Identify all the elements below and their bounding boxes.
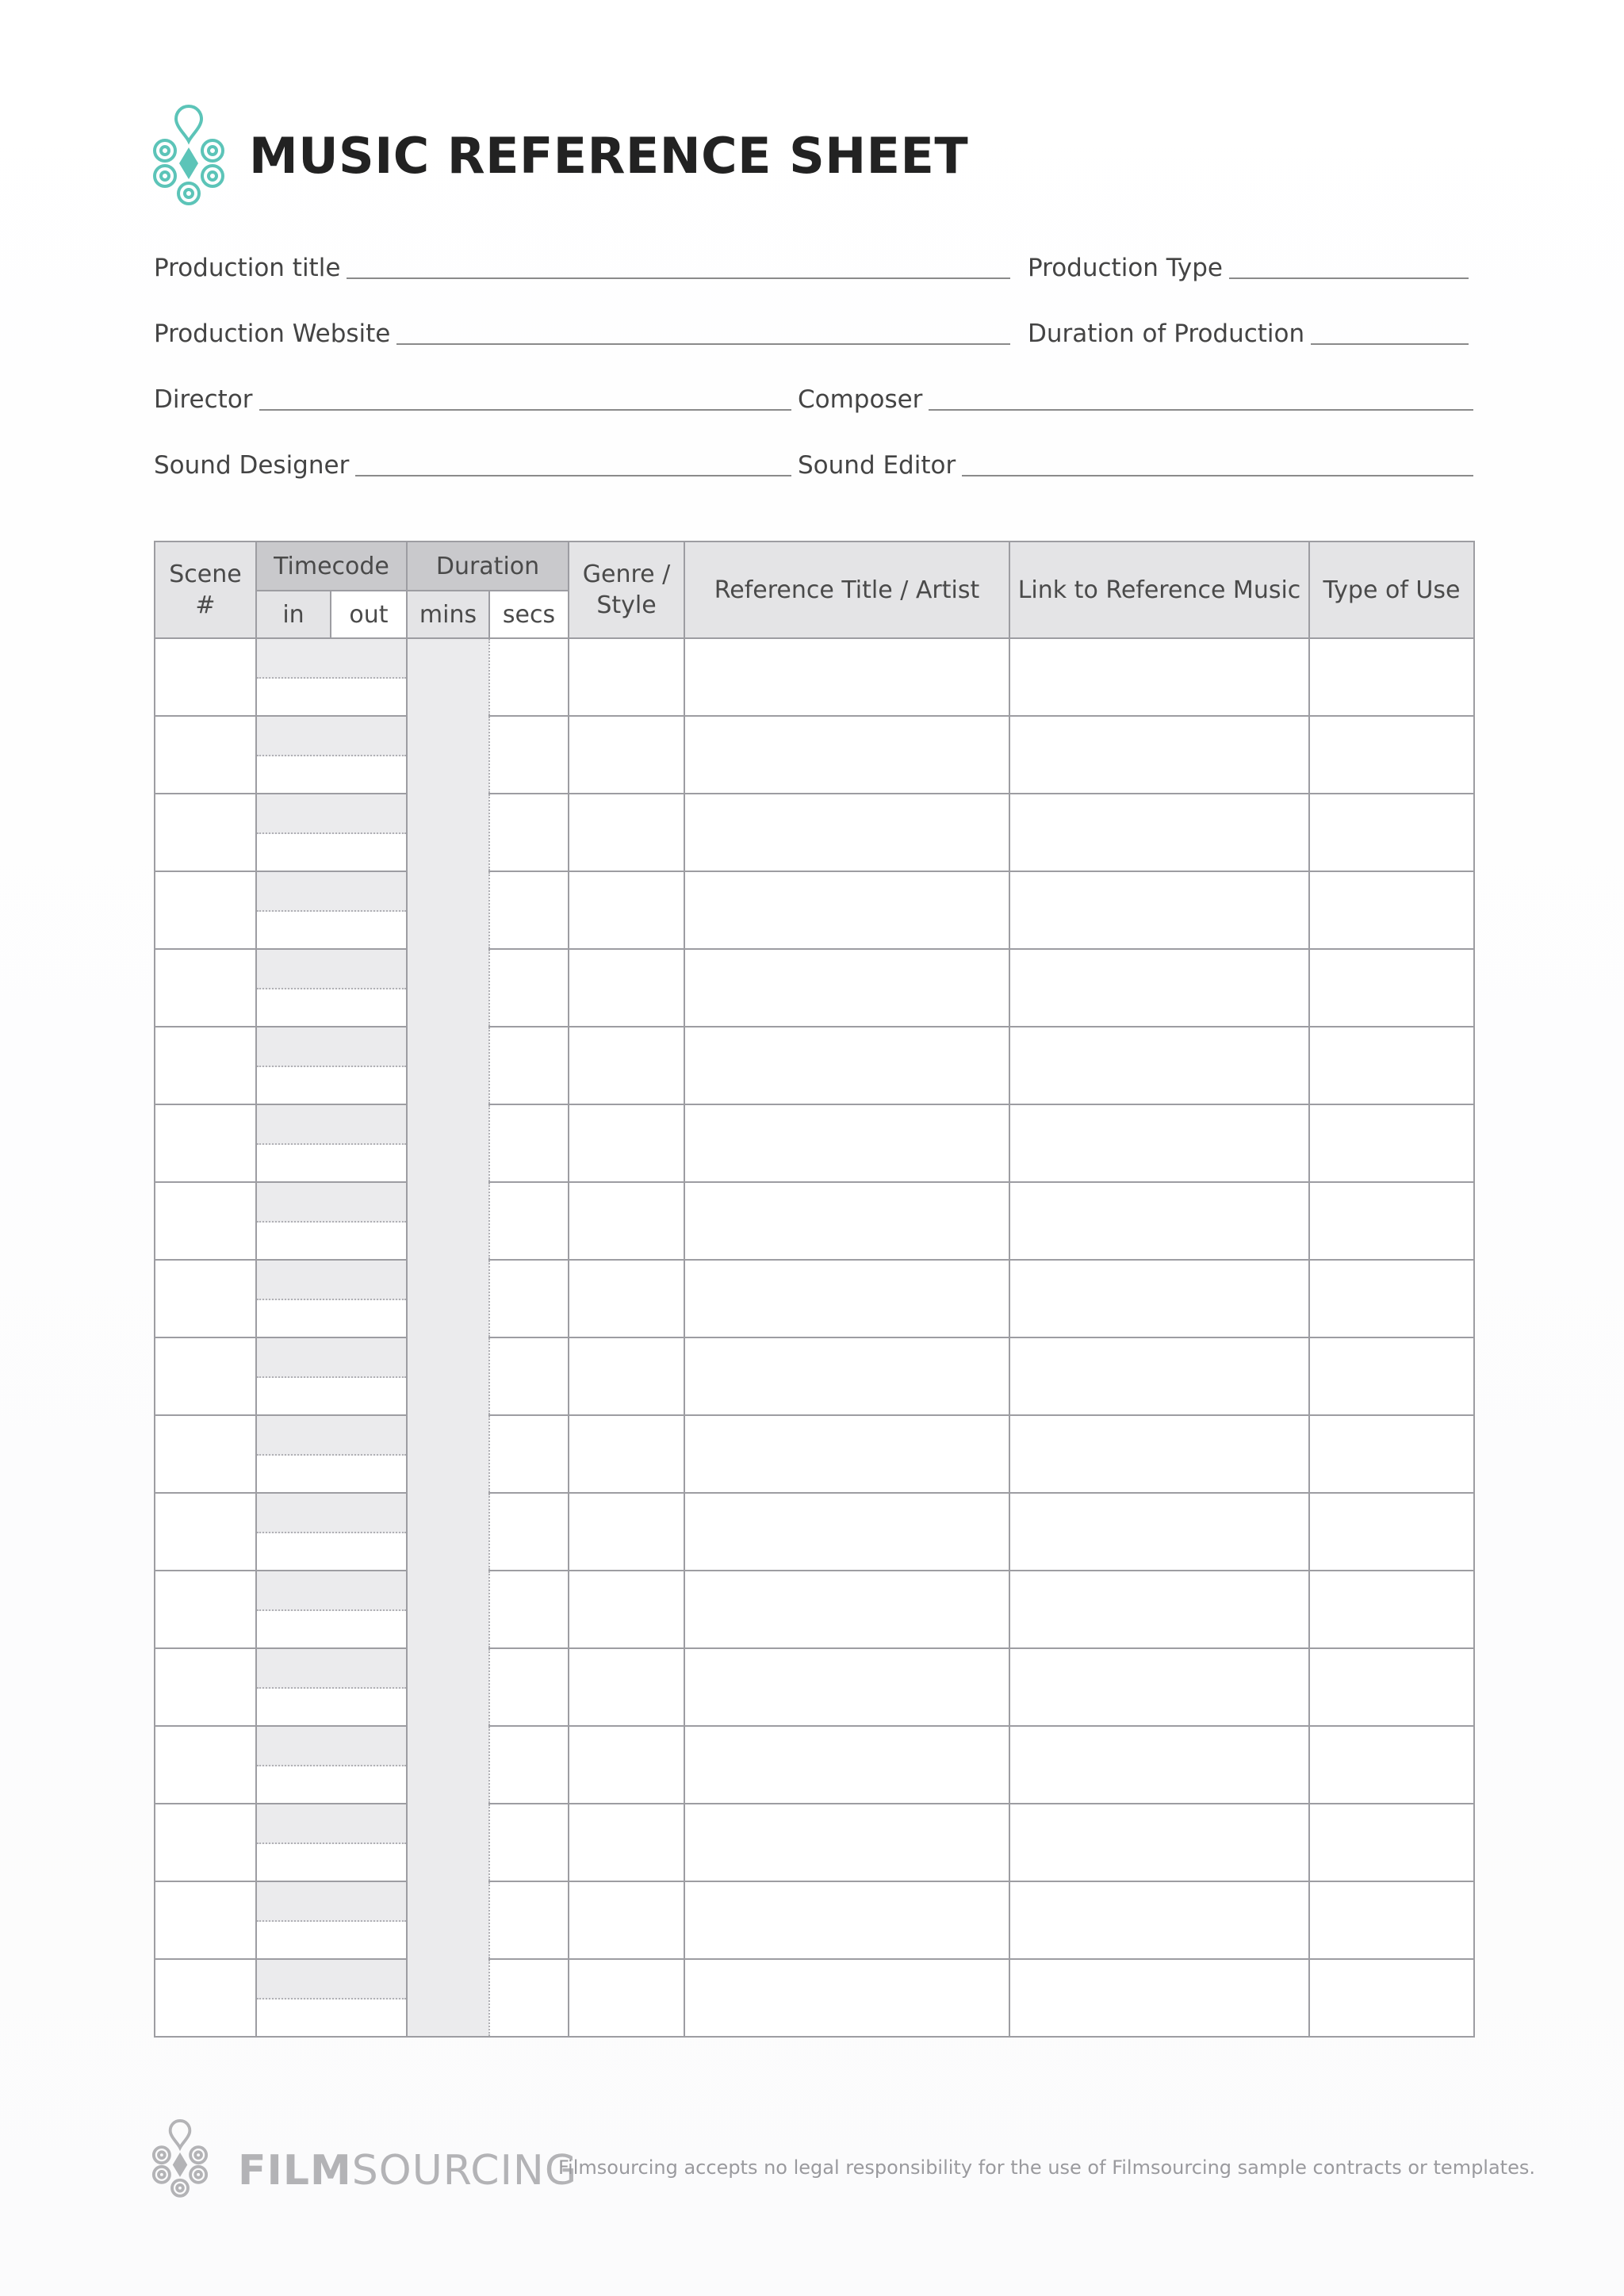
duration-mins-cell[interactable] xyxy=(407,949,489,1027)
type-of-use-cell[interactable] xyxy=(1309,1804,1474,1881)
timecode-in-area[interactable] xyxy=(257,1960,406,1999)
production-website-line[interactable] xyxy=(396,343,1010,345)
sound-editor-label: Sound Editor xyxy=(798,451,956,480)
timecode-cell[interactable] xyxy=(256,1415,407,1493)
link-cell[interactable] xyxy=(1009,1804,1309,1881)
duration-mins-header: mins xyxy=(407,591,489,638)
type-of-use-cell[interactable] xyxy=(1309,1571,1474,1648)
timecode-header: Timecode xyxy=(256,541,407,591)
timecode-in-area[interactable] xyxy=(257,1882,406,1922)
timecode-cell[interactable] xyxy=(256,1881,407,1959)
genre-cell[interactable] xyxy=(569,1571,684,1648)
timecode-cell[interactable] xyxy=(256,949,407,1027)
production-website-label: Production Website xyxy=(154,320,391,348)
table-row xyxy=(155,1182,1474,1260)
timecode-cell[interactable] xyxy=(256,1260,407,1337)
timecode-in-area[interactable] xyxy=(257,1649,406,1689)
production-title-line[interactable] xyxy=(347,277,1010,279)
duration-secs-cell[interactable] xyxy=(489,1726,569,1804)
music-reference-table xyxy=(154,541,1475,2038)
link-cell[interactable] xyxy=(1009,1959,1309,2037)
reference-title-cell[interactable] xyxy=(684,1726,1009,1804)
scene-cell[interactable] xyxy=(155,1337,256,1415)
reference-title-cell[interactable] xyxy=(684,638,1009,716)
duration-secs-header: secs xyxy=(489,591,569,638)
genre-cell[interactable] xyxy=(569,1804,684,1881)
duration-header: Duration xyxy=(407,541,569,591)
table-row xyxy=(155,1726,1474,1804)
link-cell[interactable] xyxy=(1009,716,1309,794)
timecode-cell[interactable] xyxy=(256,871,407,949)
table-row xyxy=(155,949,1474,1027)
production-title-label: Production title xyxy=(154,254,341,282)
link-cell[interactable] xyxy=(1009,1415,1309,1493)
duration-of-production-label: Duration of Production xyxy=(1028,320,1305,348)
reference-title-cell[interactable] xyxy=(684,1493,1009,1571)
reference-title-cell[interactable] xyxy=(684,1881,1009,1959)
duration-mins-cell[interactable] xyxy=(407,1959,489,2037)
composer-label: Composer xyxy=(798,385,923,414)
scene-cell[interactable] xyxy=(155,1182,256,1260)
scene-cell[interactable] xyxy=(155,1493,256,1571)
reference-title-cell[interactable] xyxy=(684,1804,1009,1881)
page-title: MUSIC REFERENCE SHEET xyxy=(249,127,969,185)
sound-editor-line[interactable] xyxy=(962,475,1473,476)
timecode-in-area[interactable] xyxy=(257,717,406,756)
duration-mins-cell[interactable] xyxy=(407,1571,489,1648)
timecode-in-area[interactable] xyxy=(257,1494,406,1533)
duration-secs-cell[interactable] xyxy=(489,794,569,871)
duration-secs-cell[interactable] xyxy=(489,1804,569,1881)
duration-of-production-field[interactable] xyxy=(1028,312,1469,346)
link-cell[interactable] xyxy=(1009,1027,1309,1104)
filmsourcing-footer-logo-icon xyxy=(151,2117,209,2199)
table-row xyxy=(155,1260,1474,1337)
genre-cell[interactable] xyxy=(569,1493,684,1571)
type-of-use-cell[interactable] xyxy=(1309,794,1474,871)
link-cell[interactable] xyxy=(1009,1493,1309,1571)
filmsourcing-logo-icon xyxy=(151,103,227,206)
scene-cell[interactable] xyxy=(155,794,256,871)
type-of-use-cell[interactable] xyxy=(1309,1493,1474,1571)
timecode-in-area[interactable] xyxy=(257,1416,406,1456)
duration-secs-cell[interactable] xyxy=(489,1881,569,1959)
composer-line[interactable] xyxy=(929,409,1473,411)
type-of-use-cell[interactable] xyxy=(1309,1104,1474,1182)
duration-mins-cell[interactable] xyxy=(407,1415,489,1493)
genre-header: Genre / Style xyxy=(569,541,684,638)
table-row xyxy=(155,871,1474,949)
type-of-use-header: Type of Use xyxy=(1309,541,1474,638)
reference-title-cell[interactable] xyxy=(684,871,1009,949)
duration-mins-cell[interactable] xyxy=(407,1260,489,1337)
timecode-cell[interactable] xyxy=(256,1959,407,2037)
table-row xyxy=(155,716,1474,794)
link-cell[interactable] xyxy=(1009,1104,1309,1182)
production-title-field[interactable] xyxy=(154,246,1010,281)
type-of-use-cell[interactable] xyxy=(1309,1726,1474,1804)
genre-cell[interactable] xyxy=(569,1260,684,1337)
director-line[interactable] xyxy=(259,409,791,411)
timecode-in-area[interactable] xyxy=(257,794,406,834)
timecode-cell[interactable] xyxy=(256,1571,407,1648)
duration-mins-cell[interactable] xyxy=(407,871,489,949)
link-cell[interactable] xyxy=(1009,638,1309,716)
type-of-use-cell[interactable] xyxy=(1309,1415,1474,1493)
timecode-cell[interactable] xyxy=(256,1726,407,1804)
timecode-in-area[interactable] xyxy=(257,1183,406,1223)
reference-title-cell[interactable] xyxy=(684,1415,1009,1493)
duration-secs-cell[interactable] xyxy=(489,716,569,794)
duration-secs-cell[interactable] xyxy=(489,638,569,716)
scene-cell[interactable] xyxy=(155,1571,256,1648)
timecode-in-area[interactable] xyxy=(257,872,406,912)
duration-secs-cell[interactable] xyxy=(489,1493,569,1571)
table-row xyxy=(155,1959,1474,2037)
scene-cell[interactable] xyxy=(155,871,256,949)
duration-mins-cell[interactable] xyxy=(407,716,489,794)
timecode-out-header: out xyxy=(331,591,407,638)
duration-secs-cell[interactable] xyxy=(489,1260,569,1337)
director-field[interactable] xyxy=(154,377,791,412)
table-row xyxy=(155,1104,1474,1182)
scene-cell[interactable] xyxy=(155,1959,256,2037)
reference-title-cell[interactable] xyxy=(684,1648,1009,1726)
genre-cell[interactable] xyxy=(569,794,684,871)
table-body xyxy=(155,638,1474,2037)
scene-cell[interactable] xyxy=(155,638,256,716)
brand-light: SOURCING xyxy=(351,2147,578,2195)
type-of-use-cell[interactable] xyxy=(1309,949,1474,1027)
link-cell[interactable] xyxy=(1009,1571,1309,1648)
type-of-use-cell[interactable] xyxy=(1309,871,1474,949)
scene-cell[interactable] xyxy=(155,1881,256,1959)
duration-mins-cell[interactable] xyxy=(407,638,489,716)
timecode-in-area[interactable] xyxy=(257,950,406,989)
genre-cell[interactable] xyxy=(569,1726,684,1804)
timecode-cell[interactable] xyxy=(256,716,407,794)
table-row xyxy=(155,1648,1474,1726)
link-cell[interactable] xyxy=(1009,1648,1309,1726)
sound-designer-label: Sound Designer xyxy=(154,451,350,480)
genre-cell[interactable] xyxy=(569,871,684,949)
table-row xyxy=(155,1493,1474,1571)
genre-cell[interactable] xyxy=(569,638,684,716)
timecode-cell[interactable] xyxy=(256,1493,407,1571)
scene-cell[interactable] xyxy=(155,1648,256,1726)
duration-mins-cell[interactable] xyxy=(407,1337,489,1415)
timecode-in-area[interactable] xyxy=(257,639,406,679)
genre-cell[interactable] xyxy=(569,1415,684,1493)
reference-title-cell[interactable] xyxy=(684,1337,1009,1415)
link-cell[interactable] xyxy=(1009,1726,1309,1804)
timecode-in-header: in xyxy=(256,591,331,638)
duration-mins-cell[interactable] xyxy=(407,1104,489,1182)
sound-designer-line[interactable] xyxy=(355,475,791,476)
type-of-use-cell[interactable] xyxy=(1309,1027,1474,1104)
duration-secs-cell[interactable] xyxy=(489,1959,569,2037)
composer-field[interactable] xyxy=(798,377,1473,412)
timecode-cell[interactable] xyxy=(256,638,407,716)
duration-of-production-line[interactable] xyxy=(1311,343,1469,345)
link-header: Link to Reference Music xyxy=(1009,541,1309,638)
reference-title-cell[interactable] xyxy=(684,949,1009,1027)
duration-mins-cell[interactable] xyxy=(407,1493,489,1571)
timecode-in-area[interactable] xyxy=(257,1261,406,1300)
filmsourcing-brand xyxy=(238,2147,578,2195)
duration-secs-cell[interactable] xyxy=(489,1337,569,1415)
duration-mins-cell[interactable] xyxy=(407,794,489,871)
duration-secs-cell[interactable] xyxy=(489,871,569,949)
timecode-in-area[interactable] xyxy=(257,1571,406,1611)
reference-title-cell[interactable] xyxy=(684,1571,1009,1648)
duration-secs-cell[interactable] xyxy=(489,1027,569,1104)
timecode-cell[interactable] xyxy=(256,1804,407,1881)
type-of-use-cell[interactable] xyxy=(1309,1182,1474,1260)
duration-mins-cell[interactable] xyxy=(407,1182,489,1260)
genre-cell[interactable] xyxy=(569,1104,684,1182)
timecode-cell[interactable] xyxy=(256,1648,407,1726)
sound-designer-field[interactable] xyxy=(154,443,791,478)
duration-secs-cell[interactable] xyxy=(489,1571,569,1648)
type-of-use-cell[interactable] xyxy=(1309,1959,1474,2037)
scene-cell[interactable] xyxy=(155,949,256,1027)
table-row xyxy=(155,1804,1474,1881)
reference-title-header: Reference Title / Artist xyxy=(684,541,1009,638)
duration-mins-cell[interactable] xyxy=(407,1648,489,1726)
link-cell[interactable] xyxy=(1009,1260,1309,1337)
genre-cell[interactable] xyxy=(569,1648,684,1726)
link-cell[interactable] xyxy=(1009,871,1309,949)
reference-title-cell[interactable] xyxy=(684,716,1009,794)
table-row xyxy=(155,1571,1474,1648)
type-of-use-cell[interactable] xyxy=(1309,1260,1474,1337)
duration-secs-cell[interactable] xyxy=(489,1104,569,1182)
type-of-use-cell[interactable] xyxy=(1309,638,1474,716)
timecode-in-area[interactable] xyxy=(257,1027,406,1067)
type-of-use-cell[interactable] xyxy=(1309,716,1474,794)
director-label: Director xyxy=(154,385,253,414)
legal-disclaimer: Filmsourcing accepts no legal responsibility for the use of Filmsourcing sample contracts or templates. xyxy=(558,2156,1535,2179)
reference-title-cell[interactable] xyxy=(684,1959,1009,2037)
table-row xyxy=(155,794,1474,871)
genre-cell[interactable] xyxy=(569,1027,684,1104)
genre-cell[interactable] xyxy=(569,1881,684,1959)
type-of-use-cell[interactable] xyxy=(1309,1881,1474,1959)
scene-cell[interactable] xyxy=(155,1726,256,1804)
timecode-in-area[interactable] xyxy=(257,1727,406,1766)
scene-cell[interactable] xyxy=(155,1415,256,1493)
timecode-cell[interactable] xyxy=(256,1337,407,1415)
timecode-in-area[interactable] xyxy=(257,1338,406,1378)
type-of-use-cell[interactable] xyxy=(1309,1648,1474,1726)
production-type-line[interactable] xyxy=(1229,277,1469,279)
table-row xyxy=(155,1415,1474,1493)
production-type-label: Production Type xyxy=(1028,254,1223,282)
scene-cell[interactable] xyxy=(155,716,256,794)
duration-mins-cell[interactable] xyxy=(407,1027,489,1104)
link-cell[interactable] xyxy=(1009,794,1309,871)
duration-secs-cell[interactable] xyxy=(489,949,569,1027)
brand-bold: FILM xyxy=(238,2147,352,2195)
duration-secs-cell[interactable] xyxy=(489,1648,569,1726)
link-cell[interactable] xyxy=(1009,949,1309,1027)
duration-secs-cell[interactable] xyxy=(489,1415,569,1493)
genre-cell[interactable] xyxy=(569,949,684,1027)
timecode-in-area[interactable] xyxy=(257,1804,406,1844)
reference-title-cell[interactable] xyxy=(684,1260,1009,1337)
table-row xyxy=(155,1027,1474,1104)
genre-cell[interactable] xyxy=(569,1959,684,2037)
table-row xyxy=(155,1337,1474,1415)
type-of-use-cell[interactable] xyxy=(1309,1337,1474,1415)
genre-cell[interactable] xyxy=(569,716,684,794)
genre-cell[interactable] xyxy=(569,1182,684,1260)
reference-title-cell[interactable] xyxy=(684,1182,1009,1260)
timecode-cell[interactable] xyxy=(256,1182,407,1260)
link-cell[interactable] xyxy=(1009,1337,1309,1415)
timecode-cell[interactable] xyxy=(256,1027,407,1104)
duration-mins-cell[interactable] xyxy=(407,1804,489,1881)
reference-title-cell[interactable] xyxy=(684,794,1009,871)
scene-cell[interactable] xyxy=(155,1260,256,1337)
timecode-cell[interactable] xyxy=(256,1104,407,1182)
scene-cell[interactable] xyxy=(155,1027,256,1104)
genre-cell[interactable] xyxy=(569,1337,684,1415)
reference-title-cell[interactable] xyxy=(684,1027,1009,1104)
duration-mins-cell[interactable] xyxy=(407,1726,489,1804)
scene-header: Scene # xyxy=(155,541,256,638)
duration-secs-cell[interactable] xyxy=(489,1182,569,1260)
duration-mins-cell[interactable] xyxy=(407,1881,489,1959)
table-row xyxy=(155,638,1474,716)
production-type-field[interactable] xyxy=(1028,246,1469,281)
timecode-cell[interactable] xyxy=(256,794,407,871)
scene-cell[interactable] xyxy=(155,1804,256,1881)
table-row xyxy=(155,1881,1474,1959)
production-website-field[interactable] xyxy=(154,312,1010,346)
scene-cell[interactable] xyxy=(155,1104,256,1182)
link-cell[interactable] xyxy=(1009,1182,1309,1260)
link-cell[interactable] xyxy=(1009,1881,1309,1959)
reference-title-cell[interactable] xyxy=(684,1104,1009,1182)
timecode-in-area[interactable] xyxy=(257,1105,406,1145)
sound-editor-field[interactable] xyxy=(798,443,1473,478)
